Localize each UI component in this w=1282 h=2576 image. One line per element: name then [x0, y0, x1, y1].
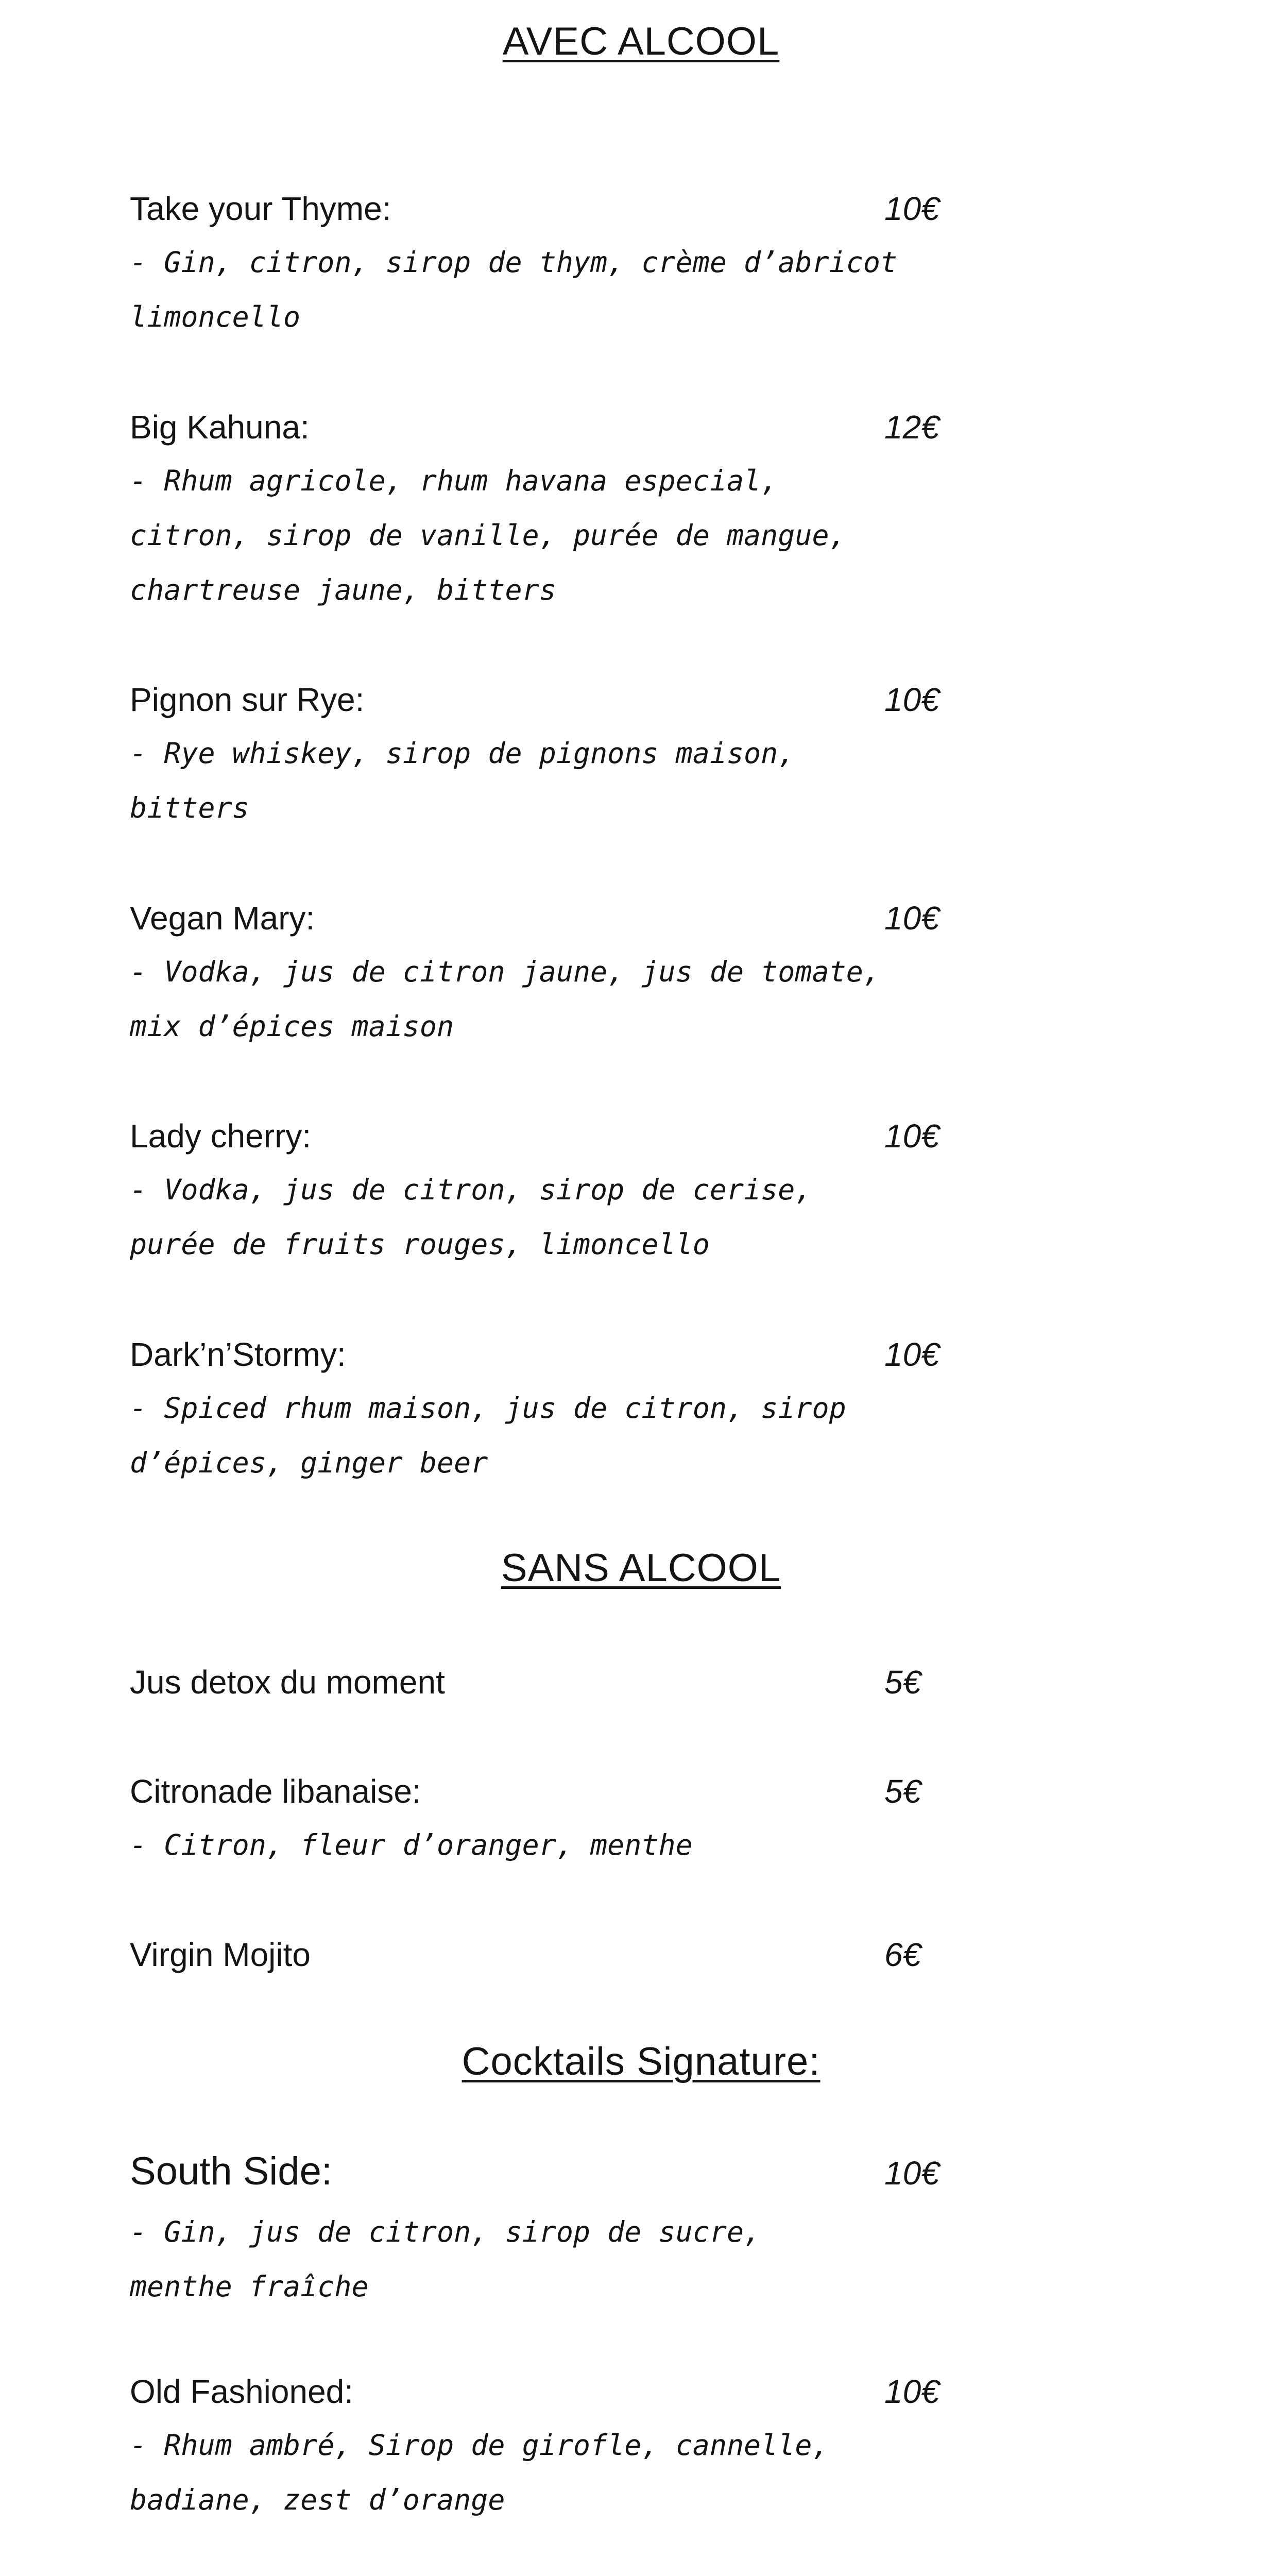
item-name: Big Kahuna:: [130, 409, 310, 446]
item-price: 5€: [884, 1664, 921, 1701]
item-price: 10€: [884, 1336, 939, 1373]
item-description: mix d’épices maison: [130, 1010, 454, 1043]
item-name: Dark’n’Stormy:: [130, 1336, 346, 1373]
item-price: 12€: [884, 409, 939, 446]
item-description: - Gin, citron, sirop de thym, crème d’abricot: [130, 246, 898, 279]
item-name: Citronade libanaise:: [130, 1773, 421, 1810]
item-price: 10€: [884, 1117, 939, 1155]
item-price: 10€: [884, 2373, 939, 2410]
section-title-cocktails-signature: Cocktails Signature:: [461, 2040, 821, 2083]
item-name: Virgin Mojito: [130, 1936, 311, 1973]
item-description: - Vodka, jus de citron jaune, jus de tomate,: [130, 955, 880, 988]
item-price: 10€: [884, 190, 939, 227]
item-description: - Gin, jus de citron, sirop de sucre,: [130, 2215, 761, 2248]
item-description: bitters: [130, 791, 249, 824]
item-name: Pignon sur Rye:: [130, 681, 365, 718]
item-price: 10€: [884, 681, 939, 718]
section-title-sans-alcool: SANS ALCOOL: [501, 1546, 781, 1590]
item-description: badiane, zest d’orange: [130, 2483, 505, 2516]
item-description: - Spiced rhum maison, jus de citron, sirop: [130, 1392, 846, 1425]
item-description: - Vodka, jus de citron, sirop de cerise,: [130, 1173, 812, 1206]
item-description: - Rhum agricole, rhum havana especial,: [130, 464, 778, 497]
item-name: Old Fashioned:: [130, 2373, 354, 2410]
item-description: citron, sirop de vanille, purée de mangue,: [130, 519, 846, 552]
item-description: - Rhum ambré, Sirop de girofle, cannelle,: [130, 2429, 829, 2462]
item-name: Vegan Mary:: [130, 900, 315, 937]
item-price: 10€: [884, 2155, 939, 2192]
item-name: South Side:: [130, 2149, 332, 2193]
item-description: chartreuse jaune, bitters: [130, 573, 556, 606]
item-description: - Rye whiskey, sirop de pignons maison,: [130, 737, 795, 770]
item-price: 10€: [884, 900, 939, 937]
item-description: d’épices, ginger beer: [130, 1446, 488, 1479]
item-description: - Citron, fleur d’oranger, menthe: [130, 1828, 693, 1861]
item-price: 6€: [884, 1936, 921, 1973]
item-description: menthe fraîche: [130, 2270, 369, 2303]
item-description: limoncello: [130, 300, 301, 333]
item-name: Take your Thyme:: [130, 190, 391, 227]
item-name: Jus detox du moment: [130, 1664, 445, 1701]
item-description: purée de fruits rouges, limoncello: [130, 1228, 710, 1261]
item-name: Lady cherry:: [130, 1117, 312, 1155]
section-title-avec-alcool: AVEC ALCOOL: [502, 20, 780, 63]
item-price: 5€: [884, 1773, 921, 1810]
